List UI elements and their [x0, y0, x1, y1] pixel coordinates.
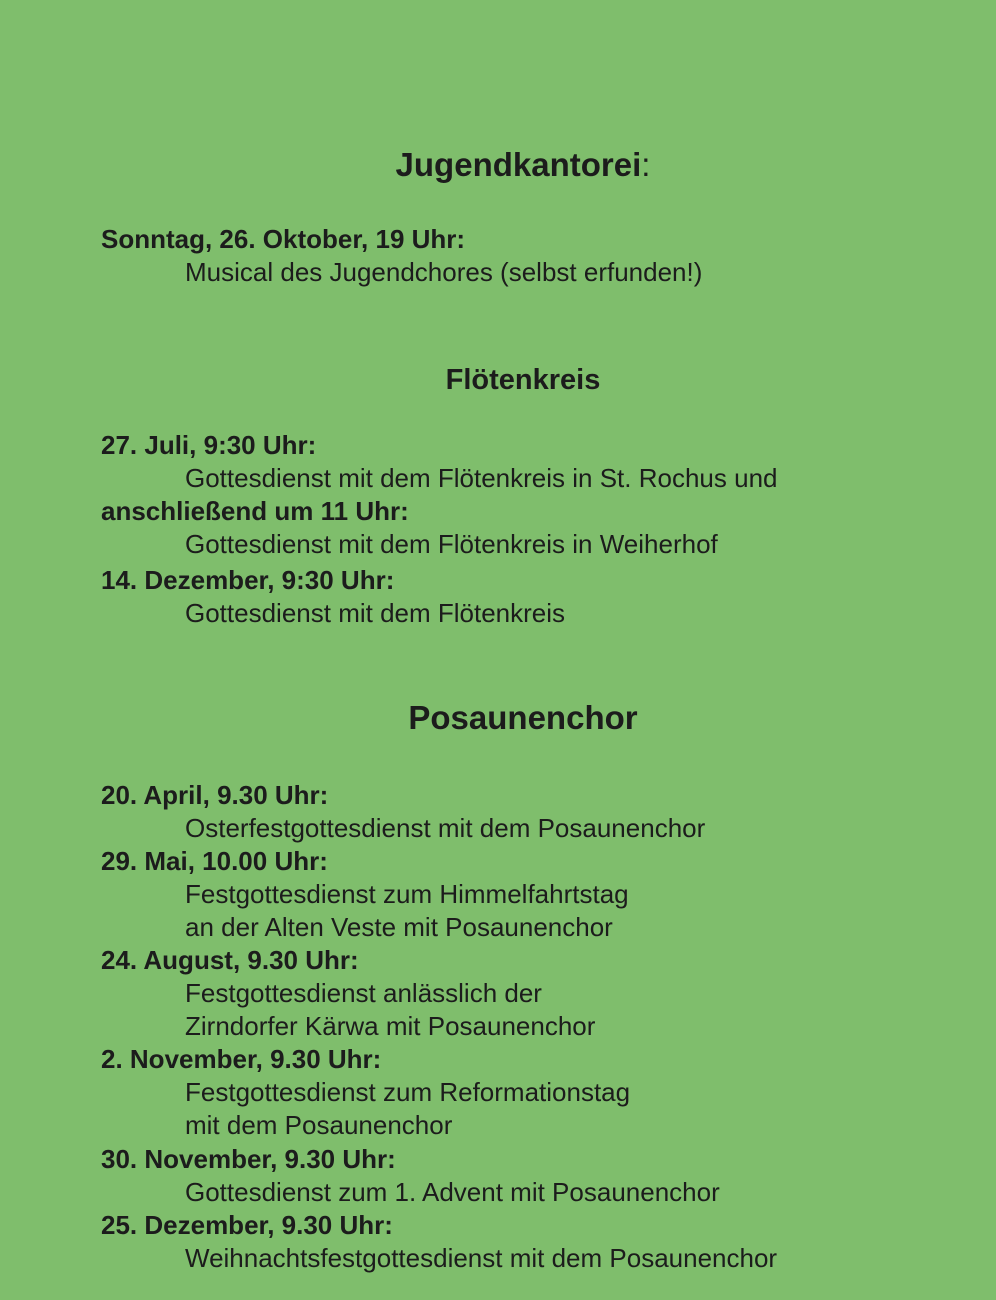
- event-date: 25. Dezember, 9.30 Uhr:: [101, 1210, 393, 1240]
- event-description: Festgottesdienst zum Reformationstag: [185, 1077, 631, 1107]
- event-description: Osterfestgottesdienst mit dem Posaunenchor: [185, 813, 706, 843]
- event-date: 27. Juli, 9:30 Uhr:: [101, 430, 317, 460]
- event-description: Gottesdienst mit dem Flötenkreis in St. Rochus und: [185, 463, 778, 493]
- event-description: Gottesdienst zum 1. Advent mit Posaunenchor: [185, 1177, 720, 1207]
- event-entry: [101, 1143, 981, 1209]
- event-date: 2. November, 9.30 Uhr:: [101, 1044, 382, 1074]
- event-description: Gottesdienst mit dem Flötenkreis: [185, 598, 566, 628]
- section-title-text: Jugendkantorei: [395, 146, 642, 183]
- event-description: Zirndorfer Kärwa mit Posaunenchor: [185, 1011, 596, 1041]
- event-entry: [101, 779, 981, 845]
- event-entry: [101, 564, 981, 630]
- event-date: 24. August, 9.30 Uhr:: [101, 945, 359, 975]
- event-date: 20. April, 9.30 Uhr:: [101, 780, 329, 810]
- event-description: Weihnachtsfestgottesdienst mit dem Posaunenchor: [185, 1243, 778, 1273]
- event-date: Sonntag, 26. Oktober, 19 Uhr:: [101, 224, 466, 254]
- event-description: mit dem Posaunenchor: [185, 1110, 453, 1140]
- event-entry: [101, 429, 981, 495]
- section-title-jugendkantorei: [0, 146, 996, 184]
- event-entry: [101, 223, 981, 289]
- event-entry: [101, 944, 981, 1043]
- event-entry: [101, 845, 981, 944]
- event-entry: [101, 495, 981, 561]
- event-date: 29. Mai, 10.00 Uhr:: [101, 846, 328, 876]
- event-entry: [101, 1043, 981, 1142]
- section-title-floetenkreis: Flötenkreis: [445, 364, 601, 396]
- event-entry: [101, 1209, 981, 1275]
- event-description: an der Alten Veste mit Posaunenchor: [185, 912, 613, 942]
- event-date: 14. Dezember, 9:30 Uhr:: [101, 565, 395, 595]
- section-title-posaunenchor: Posaunenchor: [408, 699, 638, 736]
- event-date: anschließend um 11 Uhr:: [101, 496, 409, 526]
- section-title-colon: :: [641, 146, 651, 183]
- event-description: Festgottesdienst zum Himmelfahrtstag: [185, 879, 629, 909]
- event-description: Festgottesdienst anlässlich der: [185, 978, 542, 1008]
- event-description: Musical des Jugendchores (selbst erfunden!): [185, 257, 703, 287]
- event-date: 30. November, 9.30 Uhr:: [101, 1144, 396, 1174]
- event-description: Gottesdienst mit dem Flötenkreis in Weiherhof: [185, 529, 718, 559]
